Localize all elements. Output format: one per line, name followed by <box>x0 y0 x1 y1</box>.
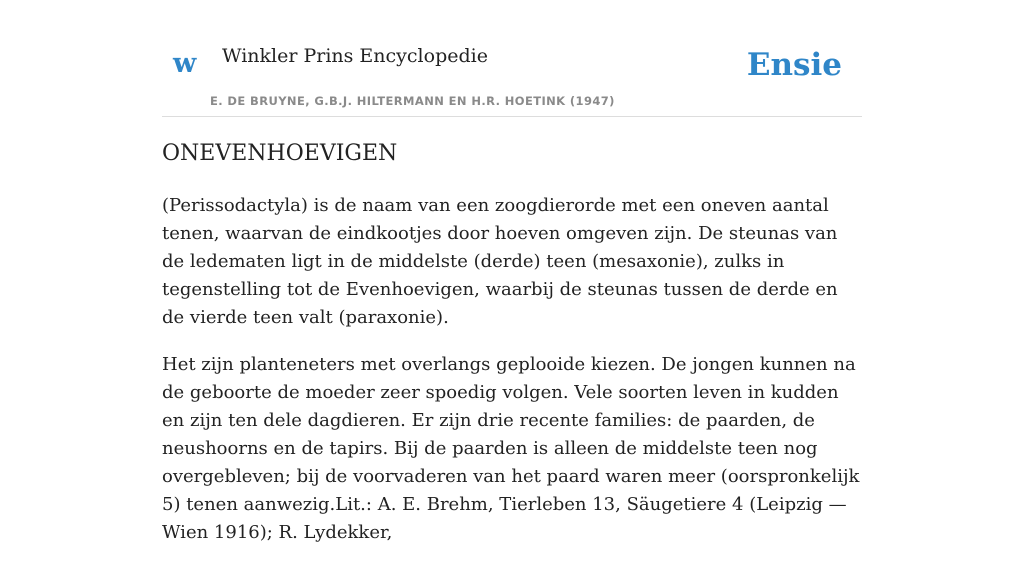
site-header <box>162 0 862 117</box>
winkler-prins-logo[interactable]: w <box>173 48 197 79</box>
article-paragraph: Het zijn planteneters met overlangs geplooide kiezen. De jongen kunnen na de geboorte de moeder zeer spoedig volgen. Vele soorten leven in kudden en zijn ten dele dagdieren. Er zijn drie recente families: de paarden, de neushoorns en de tapirs. Bij de paarden is alleen de middelste teen nog overgebleven; bij de voorvaderen van het paard waren meer (oorspronkelijk 5) tenen aanwezig.Lit.: A. E. Brehm, Tierleben 13, Säugetiere 4 (Leipzig — Wien 1916); R. Lydekker, <box>162 354 860 543</box>
ensie-logo[interactable]: Ensie <box>746 47 842 83</box>
source-authors: E. DE BRUYNE, G.B.J. HILTERMANN EN H.R. HOETINK (1947) <box>210 94 615 108</box>
source-title[interactable]: Winkler Prins Encyclopedie <box>222 45 488 67</box>
article-headword: ONEVENHOEVIGEN <box>162 141 398 166</box>
article-body <box>162 192 862 566</box>
article-paragraph: (Perissodactyla) is de naam van een zoogdierorde met een oneven aantal tenen, waarvan de eindkootjes door hoeven omgeven zijn. De steunas van de ledematen ligt in de middelste (derde) teen (mesaxonie), zulks in tegenstelling tot de Evenhoevigen, waarbij de steunas tussen de derde en de vierde teen valt (paraxonie). <box>162 195 838 328</box>
